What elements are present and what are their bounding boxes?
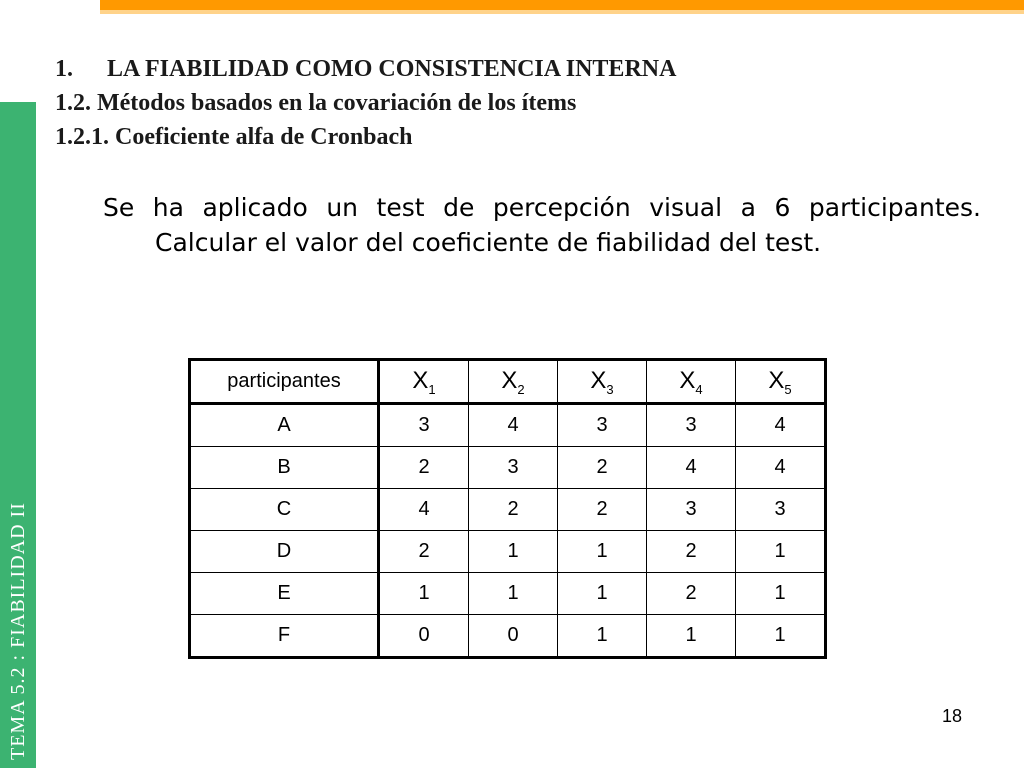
score-cell: 1	[736, 573, 826, 615]
score-cell: 1	[558, 573, 647, 615]
score-cell: 2	[647, 573, 736, 615]
score-cell: 1	[558, 615, 647, 658]
item-header-letter: X	[501, 366, 518, 394]
item-header-letter: X	[679, 366, 696, 394]
heading-level-3: 1.2.1. Coeficiente alfa de Cronbach	[55, 124, 413, 150]
table-row	[190, 489, 826, 531]
score-cell: 1	[469, 573, 558, 615]
score-cell: 1	[558, 531, 647, 573]
score-cell: 1	[736, 615, 826, 658]
item-column-header	[469, 360, 558, 404]
item-header-subscript: 4	[695, 381, 703, 397]
page-number: 18	[942, 706, 963, 726]
item-header-subscript: 5	[784, 381, 792, 397]
side-topic-label: TEMA 5.2 : FIABILIDAD II	[7, 502, 29, 760]
participants-column-header: participantes	[190, 360, 379, 404]
participant-cell: A	[190, 404, 379, 447]
score-cell: 2	[647, 531, 736, 573]
score-cell: 3	[647, 404, 736, 447]
heading-level-1-number: 1.	[55, 56, 73, 82]
slide-headings	[55, 52, 676, 154]
score-cell: 1	[647, 615, 736, 658]
score-cell: 0	[469, 615, 558, 658]
problem-statement: Se ha aplicado un test de percepción visual a 6 participantes. Calcular el valor del coeficiente de fiabilidad del test.	[103, 193, 981, 257]
item-header-subscript: 1	[428, 381, 436, 397]
table-header-row	[190, 360, 826, 404]
participant-cell: C	[190, 489, 379, 531]
heading-level-2: 1.2. Métodos basados en la covariación de los ítems	[55, 90, 577, 116]
item-header-subscript: 3	[606, 381, 614, 397]
score-cell: 4	[379, 489, 469, 531]
item-column-header	[736, 360, 826, 404]
table-row	[190, 404, 826, 447]
participant-cell: F	[190, 615, 379, 658]
score-cell: 4	[469, 404, 558, 447]
table-row	[190, 573, 826, 615]
score-cell: 2	[379, 531, 469, 573]
table-row	[190, 615, 826, 658]
table-row	[190, 447, 826, 489]
participant-cell: D	[190, 531, 379, 573]
score-cell: 3	[379, 404, 469, 447]
score-cell: 4	[736, 447, 826, 489]
score-cell: 3	[647, 489, 736, 531]
item-header-letter: X	[590, 366, 607, 394]
scores-table	[188, 358, 827, 659]
score-cell: 2	[558, 447, 647, 489]
score-cell: 4	[736, 404, 826, 447]
item-column-header	[379, 360, 469, 404]
participant-cell: E	[190, 573, 379, 615]
table-row	[190, 531, 826, 573]
score-cell: 2	[469, 489, 558, 531]
item-header-letter: X	[768, 366, 785, 394]
score-cell: 4	[647, 447, 736, 489]
score-cell: 3	[736, 489, 826, 531]
heading-level-1	[55, 52, 676, 86]
score-cell: 1	[379, 573, 469, 615]
item-column-header	[647, 360, 736, 404]
score-cell: 1	[736, 531, 826, 573]
item-column-header	[558, 360, 647, 404]
item-header-subscript: 2	[517, 381, 525, 397]
score-cell: 1	[469, 531, 558, 573]
top-accent-bar	[100, 0, 1024, 10]
score-cell: 0	[379, 615, 469, 658]
score-cell: 3	[469, 447, 558, 489]
score-cell: 3	[558, 404, 647, 447]
participant-cell: B	[190, 447, 379, 489]
score-cell: 2	[379, 447, 469, 489]
item-header-letter: X	[412, 366, 429, 394]
score-cell: 2	[558, 489, 647, 531]
heading-level-1-text: LA FIABILIDAD COMO CONSISTENCIA INTERNA	[107, 56, 677, 82]
